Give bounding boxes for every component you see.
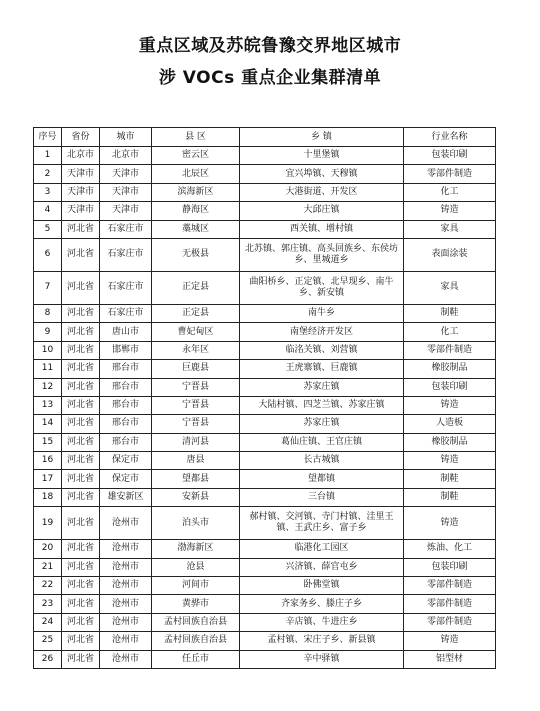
cell-industry: 零部件制造 [404, 595, 496, 613]
page-subtitle: 涉 VOCs 重点企业集群清单 [158, 68, 382, 88]
cell-town: 十里堡镇 [240, 147, 404, 165]
cell-industry: 橡胶制品 [404, 433, 496, 451]
cell-index: 22 [34, 577, 62, 595]
cell-province: 河北省 [62, 220, 100, 238]
cell-city: 沧州市 [100, 595, 152, 613]
cell-index: 16 [34, 452, 62, 470]
cell-index: 8 [34, 304, 62, 322]
cell-city: 石家庄市 [100, 238, 152, 271]
cell-industry: 零部件制造 [404, 341, 496, 359]
cell-city: 天津市 [100, 202, 152, 220]
table-row [34, 341, 496, 359]
cell-county: 孟村回族自治县 [152, 632, 240, 650]
cell-county: 泊头市 [152, 507, 240, 540]
cell-county: 渤海新区 [152, 540, 240, 558]
cell-index: 1 [34, 147, 62, 165]
cell-index: 15 [34, 433, 62, 451]
cell-industry: 家具 [404, 271, 496, 304]
cell-index: 4 [34, 202, 62, 220]
cell-index: 26 [34, 650, 62, 668]
table-row [34, 183, 496, 201]
cell-town: 望都镇 [240, 470, 404, 488]
cell-index: 11 [34, 360, 62, 378]
cell-county: 无极县 [152, 238, 240, 271]
cell-index: 2 [34, 165, 62, 183]
cell-province: 河北省 [62, 433, 100, 451]
table-row [34, 470, 496, 488]
cell-province: 河北省 [62, 415, 100, 433]
cell-town: 南牛乡 [240, 304, 404, 322]
cell-city: 沧州市 [100, 577, 152, 595]
table-header-row [34, 128, 496, 147]
cell-county: 密云区 [152, 147, 240, 165]
cell-index: 20 [34, 540, 62, 558]
cell-county: 沧县 [152, 558, 240, 576]
table-row [34, 238, 496, 271]
cell-town: 卧佛堂镇 [240, 577, 404, 595]
cell-county: 唐县 [152, 452, 240, 470]
cell-industry: 铸造 [404, 396, 496, 414]
cell-town: 长古城镇 [240, 452, 404, 470]
cell-county: 黄骅市 [152, 595, 240, 613]
cell-county: 清河县 [152, 433, 240, 451]
cell-city: 保定市 [100, 470, 152, 488]
cell-industry: 化工 [404, 323, 496, 341]
cell-city: 沧州市 [100, 540, 152, 558]
cell-city: 沧州市 [100, 632, 152, 650]
cell-province: 天津市 [62, 183, 100, 201]
table-row [34, 220, 496, 238]
table-row [34, 323, 496, 341]
table-row [34, 632, 496, 650]
table-row [34, 304, 496, 322]
cell-town: 王虎寨镇、巨鹿镇 [240, 360, 404, 378]
cell-index: 12 [34, 378, 62, 396]
cell-industry: 制鞋 [404, 470, 496, 488]
cell-city: 沧州市 [100, 558, 152, 576]
cell-city: 邢台市 [100, 378, 152, 396]
cell-city: 石家庄市 [100, 304, 152, 322]
table-row [34, 595, 496, 613]
cell-province: 天津市 [62, 165, 100, 183]
table-row [34, 613, 496, 631]
col-header-city: 城市 [100, 128, 152, 147]
cell-city: 石家庄市 [100, 271, 152, 304]
cell-city: 邢台市 [100, 396, 152, 414]
cell-index: 10 [34, 341, 62, 359]
cell-industry: 铸造 [404, 452, 496, 470]
cell-industry: 炼油、化工 [404, 540, 496, 558]
cell-province: 河北省 [62, 238, 100, 271]
col-header-town: 乡 镇 [240, 128, 404, 147]
cell-province: 天津市 [62, 202, 100, 220]
cell-province: 河北省 [62, 595, 100, 613]
cell-town: 兴济镇、薛官屯乡 [240, 558, 404, 576]
col-header-county: 县 区 [152, 128, 240, 147]
cell-industry: 包装印刷 [404, 378, 496, 396]
cell-city: 雄安新区 [100, 488, 152, 506]
cell-county: 正定县 [152, 271, 240, 304]
cell-index: 6 [34, 238, 62, 271]
cell-county: 巨鹿县 [152, 360, 240, 378]
cell-town: 西关镇、增村镇 [240, 220, 404, 238]
cell-province: 河北省 [62, 540, 100, 558]
cell-town: 大陆村镇、四芝兰镇、苏家庄镇 [240, 396, 404, 414]
cell-province: 河北省 [62, 632, 100, 650]
cell-city: 沧州市 [100, 613, 152, 631]
cell-county: 宁晋县 [152, 415, 240, 433]
table-row [34, 507, 496, 540]
cell-province: 河北省 [62, 323, 100, 341]
cell-city: 邢台市 [100, 433, 152, 451]
cell-town: 郝村镇、交河镇、寺门村镇、洼里王镇、王武庄乡、富子乡 [240, 507, 404, 540]
cell-industry: 铝型材 [404, 650, 496, 668]
cell-town: 大港街道、开发区 [240, 183, 404, 201]
cell-index: 18 [34, 488, 62, 506]
cell-industry: 铸造 [404, 632, 496, 650]
cell-industry: 家具 [404, 220, 496, 238]
page-title: 重点区域及苏皖鲁豫交界地区城市 [138, 36, 402, 56]
cell-province: 河北省 [62, 558, 100, 576]
cell-town: 北苏镇、郭庄镇、高头回族乡、东侯坊乡、里城道乡 [240, 238, 404, 271]
cell-industry: 橡胶制品 [404, 360, 496, 378]
table-row [34, 415, 496, 433]
cell-city: 天津市 [100, 165, 152, 183]
cell-county: 北辰区 [152, 165, 240, 183]
cell-industry: 包装印刷 [404, 147, 496, 165]
cell-city: 沧州市 [100, 507, 152, 540]
col-header-industry: 行业名称 [404, 128, 496, 147]
cell-industry: 铸造 [404, 507, 496, 540]
cell-province: 河北省 [62, 452, 100, 470]
cell-province: 河北省 [62, 577, 100, 595]
col-header-province: 省份 [62, 128, 100, 147]
cell-province: 河北省 [62, 470, 100, 488]
cell-index: 7 [34, 271, 62, 304]
cell-county: 曹妃甸区 [152, 323, 240, 341]
table-row [34, 360, 496, 378]
table-row [34, 452, 496, 470]
cell-town: 宜兴埠镇、天穆镇 [240, 165, 404, 183]
cell-industry: 零部件制造 [404, 577, 496, 595]
cell-industry: 人造板 [404, 415, 496, 433]
cell-province: 河北省 [62, 360, 100, 378]
cell-province: 河北省 [62, 271, 100, 304]
table-row [34, 558, 496, 576]
cell-province: 河北省 [62, 507, 100, 540]
cell-town: 三台镇 [240, 488, 404, 506]
cell-county: 望都县 [152, 470, 240, 488]
cell-city: 天津市 [100, 183, 152, 201]
cell-index: 5 [34, 220, 62, 238]
table-row [34, 165, 496, 183]
cell-town: 大邱庄镇 [240, 202, 404, 220]
cell-town: 临港化工园区 [240, 540, 404, 558]
cell-county: 安新县 [152, 488, 240, 506]
cell-industry: 铸造 [404, 202, 496, 220]
cell-city: 北京市 [100, 147, 152, 165]
cell-province: 河北省 [62, 341, 100, 359]
cell-index: 3 [34, 183, 62, 201]
table-row [34, 378, 496, 396]
cell-town: 齐家务乡、滕庄子乡 [240, 595, 404, 613]
cell-county: 宁晋县 [152, 396, 240, 414]
cell-industry: 制鞋 [404, 304, 496, 322]
cell-city: 邢台市 [100, 415, 152, 433]
cell-industry: 包装印刷 [404, 558, 496, 576]
table-row [34, 396, 496, 414]
cell-county: 孟村回族自治县 [152, 613, 240, 631]
cell-province: 河北省 [62, 488, 100, 506]
table-row [34, 650, 496, 668]
cell-province: 北京市 [62, 147, 100, 165]
cell-industry: 零部件制造 [404, 165, 496, 183]
cell-province: 河北省 [62, 378, 100, 396]
cell-city: 沧州市 [100, 650, 152, 668]
cell-county: 静海区 [152, 202, 240, 220]
enterprise-cluster-table [33, 127, 496, 669]
cell-index: 13 [34, 396, 62, 414]
cell-city: 石家庄市 [100, 220, 152, 238]
cell-industry: 制鞋 [404, 488, 496, 506]
cell-town: 南堡经济开发区 [240, 323, 404, 341]
cell-index: 19 [34, 507, 62, 540]
cell-index: 24 [34, 613, 62, 631]
cell-county: 宁晋县 [152, 378, 240, 396]
cell-province: 河北省 [62, 304, 100, 322]
table-row [34, 147, 496, 165]
cell-county: 河间市 [152, 577, 240, 595]
cell-county: 永年区 [152, 341, 240, 359]
col-header-index: 序号 [34, 128, 62, 147]
cell-industry: 零部件制造 [404, 613, 496, 631]
table-row [34, 271, 496, 304]
cell-city: 邯郸市 [100, 341, 152, 359]
table-row [34, 202, 496, 220]
cell-town: 苏家庄镇 [240, 378, 404, 396]
cell-index: 9 [34, 323, 62, 341]
cell-city: 保定市 [100, 452, 152, 470]
cell-city: 邢台市 [100, 360, 152, 378]
table-row [34, 577, 496, 595]
cell-town: 辛店镇、牛进庄乡 [240, 613, 404, 631]
cell-town: 葛仙庄镇、王官庄镇 [240, 433, 404, 451]
cell-industry: 化工 [404, 183, 496, 201]
cell-town: 临洺关镇、刘营镇 [240, 341, 404, 359]
cell-county: 滨海新区 [152, 183, 240, 201]
cell-town: 苏家庄镇 [240, 415, 404, 433]
table-row [34, 540, 496, 558]
cell-county: 任丘市 [152, 650, 240, 668]
cell-town: 曲阳桥乡、正定镇、北早现乡、南牛乡、新安镇 [240, 271, 404, 304]
cell-index: 25 [34, 632, 62, 650]
cell-county: 藁城区 [152, 220, 240, 238]
cell-town: 孟村镇、宋庄子乡、新县镇 [240, 632, 404, 650]
cell-province: 河北省 [62, 613, 100, 631]
cell-index: 21 [34, 558, 62, 576]
cell-province: 河北省 [62, 396, 100, 414]
cell-index: 14 [34, 415, 62, 433]
cell-province: 河北省 [62, 650, 100, 668]
cell-city: 唐山市 [100, 323, 152, 341]
cell-county: 正定县 [152, 304, 240, 322]
table-row [34, 433, 496, 451]
cell-industry: 表面涂装 [404, 238, 496, 271]
cell-index: 23 [34, 595, 62, 613]
cell-index: 17 [34, 470, 62, 488]
table-row [34, 488, 496, 506]
cell-town: 辛中驿镇 [240, 650, 404, 668]
